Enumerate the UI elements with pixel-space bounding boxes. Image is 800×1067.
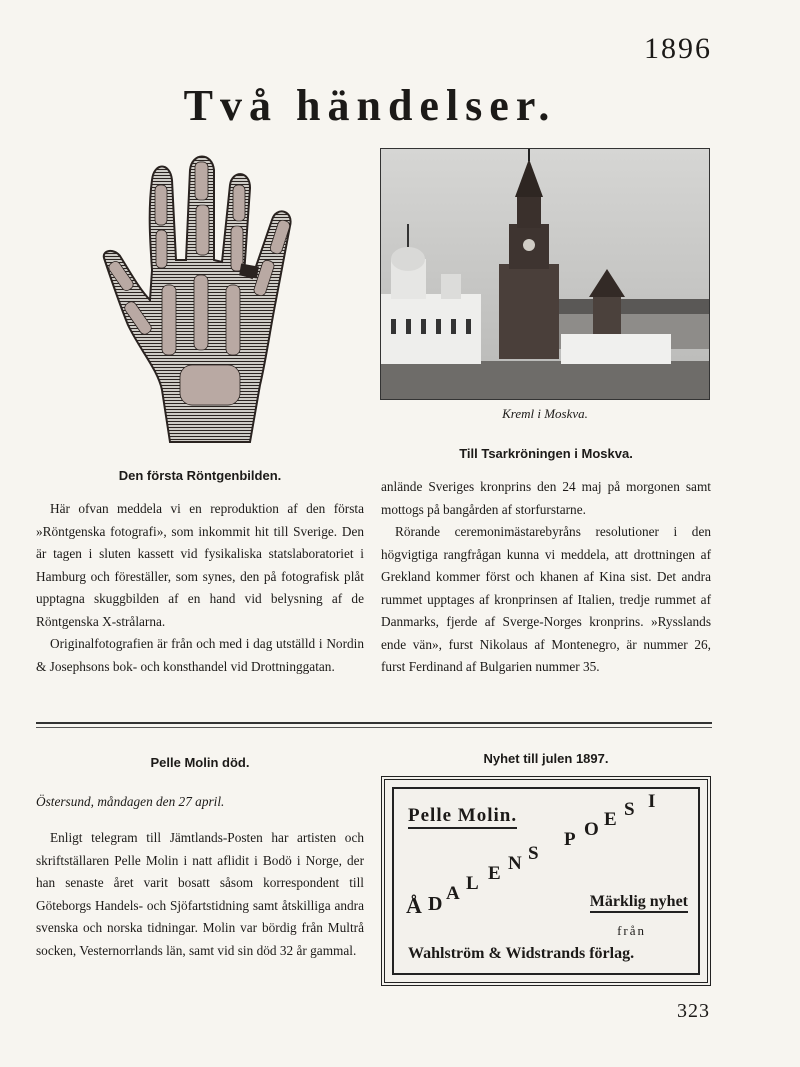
title-letter: S	[624, 799, 635, 820]
title-letter: P	[564, 829, 576, 850]
title-letter: S	[528, 843, 539, 864]
roentgen-paragraph: Originalfotografien är från och med i dag utställd i Nordin & Josephsons bok- och konsthandel vid Drottninggatan.	[36, 636, 364, 674]
roentgen-heading: Den första Röntgenbilden.	[118, 468, 282, 483]
photo-caption: Kreml i Moskva.	[502, 406, 588, 421]
kremlin-paragraph: Rörande ceremonimästarebyråns resolutioner i den högvigtiga rangfrågan kunna vi meddela, att drottningen af Grekland kommer först och khanen af Kina sist. Det andra rummet upptages af kronprinsen af Italien, tredje rummet af Danmarks, fjerde af Sverge-Norges kronprins. »Rysslands ende vän», furst Nikolaus af Montenegro, är nummer 26, furst Ferdinand af Bulgarien nummer 35.	[381, 524, 711, 674]
ad-from: från	[617, 923, 646, 938]
roentgen-article	[36, 498, 364, 678]
page-number: 323	[677, 1000, 710, 1022]
section-divider	[36, 722, 712, 728]
title-letter: D	[428, 893, 443, 915]
roentgen-paragraph: Här ofvan meddela vi en reproduktion af den första »Röntgenska fotografi», som inkommit hit till Sverige. Den är tagen i sluten kassett vid fysikaliska statslaboratoriet i Hamburg och föreställer, som synes, den på fotografisk plåt upptagna skuggbilden af en hand vid belysning af de Röntgenska X-strålarna.	[36, 501, 364, 629]
ad-frame	[392, 787, 700, 975]
title-letter: E	[488, 863, 501, 884]
kremlin-article	[381, 476, 711, 679]
molin-heading: Pelle Molin död.	[150, 755, 250, 770]
title-letter: I	[648, 791, 656, 812]
molin-dateline: Östersund, måndagen den 27 april.	[36, 794, 225, 809]
year-heading: 1896	[644, 32, 712, 65]
page-title: Två händelser.	[183, 81, 557, 130]
title-letter: L	[466, 873, 479, 894]
ad-heading: Nyhet till julen 1897.	[483, 751, 609, 766]
kremlin-heading: Till Tsarkröningen i Moskva.	[459, 446, 633, 461]
ad-author: Pelle Molin.	[408, 805, 517, 829]
ad-publisher: Wahlström & Widstrands förlag.	[408, 945, 635, 962]
title-letter: Å	[406, 893, 422, 918]
title-letter: A	[446, 883, 460, 904]
title-letter: N	[508, 853, 522, 874]
xray-hand-image	[100, 150, 300, 450]
molin-article	[36, 827, 364, 962]
kremlin-paragraph: anlände Sveriges kronprins den 24 maj på morgonen samt mottogs på bangården af storfurstarne.	[381, 479, 711, 517]
kremlin-photo	[380, 148, 710, 400]
book-advertisement	[381, 776, 711, 986]
title-letter: O	[584, 819, 599, 840]
molin-paragraph: Enligt telegram till Jämtlands-Posten har artisten och skriftställaren Pelle Molin i natt aflidit i Bodö i Norge, der han senaste året varit bosatt såsom korrespondent till Göteborgs Handels- och Sjöfartstidning samt åtskilliga andra svenska och norska tidningar. Molin var bördig från Multrå socken, Vesternorrlands län, samt vid sin död 32 år gammal.	[36, 830, 364, 958]
title-letter: E	[604, 809, 617, 830]
ad-novelty: Märklig nyhet	[590, 893, 688, 913]
